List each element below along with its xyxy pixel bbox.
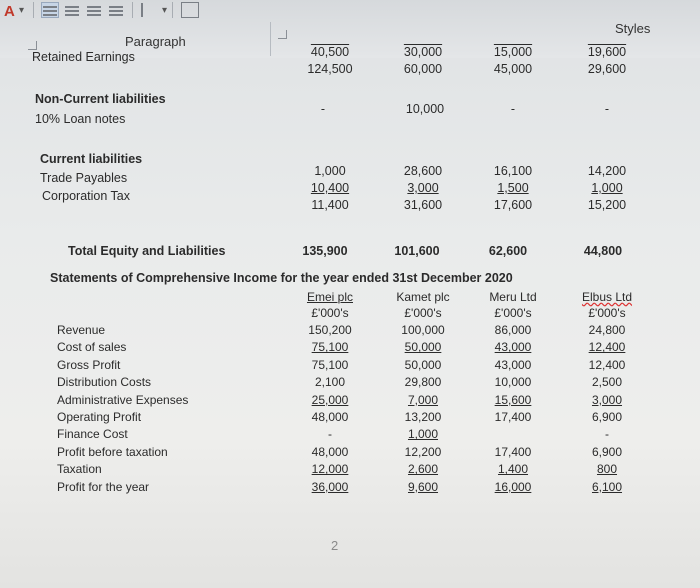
cell: 14,200 (587, 164, 627, 178)
align-left-icon[interactable] (42, 3, 58, 17)
cell: 15,200 (587, 198, 627, 212)
cell: 16,000 (494, 479, 532, 494)
cell: 6,900 (591, 410, 623, 424)
section-heading: Current liabilities (40, 152, 143, 166)
row-label: Distribution Costs (57, 375, 152, 390)
align-center-icon[interactable] (64, 3, 80, 17)
font-color-icon[interactable]: A (4, 3, 15, 20)
cell: 12,200 (404, 444, 442, 459)
cell: 1,000 (591, 181, 623, 195)
company-header: Emei plc (306, 290, 353, 304)
cell: 2,100 (314, 375, 346, 390)
cell: 43,000 (494, 357, 532, 372)
row-label: Gross Profit (57, 357, 121, 372)
row-label: Finance Cost (57, 427, 128, 442)
cell: 45,000 (493, 62, 533, 76)
cell: 48,000 (311, 410, 349, 424)
cell: 150,200 (308, 323, 352, 337)
cell: 17,400 (494, 444, 532, 459)
table-row (0, 340, 700, 356)
cell: 43,000 (494, 340, 532, 355)
table-row (0, 480, 700, 496)
cell: 29,600 (587, 62, 627, 76)
cell: 10,400 (310, 181, 350, 195)
row-label: Revenue (57, 323, 106, 337)
cell: 50,000 (404, 357, 442, 372)
cell: 6,100 (591, 479, 623, 494)
cell: 101,600 (394, 244, 440, 258)
font-color-dropdown-icon[interactable]: ▾ (19, 4, 25, 16)
cell: 12,000 (311, 462, 349, 477)
row-label: Profit for the year (57, 479, 150, 494)
cell: 7,000 (407, 392, 439, 407)
table-row (0, 427, 700, 443)
ribbon-separator (33, 2, 34, 18)
cell: 30,000 (403, 45, 443, 59)
cell: 3,000 (407, 181, 439, 195)
row-label: Total Equity and Liabilities (68, 244, 226, 258)
ribbon-separator (172, 2, 173, 18)
cell: 62,600 (488, 244, 528, 258)
statement-title: Statements of Comprehensive Income for the year ended 31st December 2020 (50, 271, 513, 285)
row-label: Operating Profit (57, 410, 142, 424)
ribbon-separator (132, 2, 133, 18)
row-label: Taxation (57, 462, 102, 477)
cell: 100,000 (401, 323, 445, 337)
align-right-icon[interactable] (86, 3, 102, 17)
cell: 17,400 (494, 410, 532, 424)
table-row (0, 445, 700, 461)
row-label: Retained Earnings (32, 50, 135, 64)
line-spacing-icon[interactable] (141, 3, 159, 17)
income-statement-title (0, 271, 700, 287)
cell: 10,000 (494, 375, 532, 390)
row-label: Profit before taxation (57, 444, 168, 459)
cell: 1,000 (314, 164, 346, 178)
cell: 16,100 (493, 164, 533, 178)
loan-notes-row (0, 102, 700, 126)
cell: 24,800 (588, 323, 626, 337)
paragraph-dialog-launcher-icon[interactable] (28, 41, 37, 50)
cell: 19,600 (587, 45, 627, 59)
total-equity-liabilities-row (0, 244, 700, 260)
cell: 75,100 (311, 340, 349, 355)
cell: 800 (596, 462, 618, 477)
styles-group-label: Styles (615, 21, 651, 36)
cell: 1,500 (497, 181, 529, 195)
table-row (0, 358, 700, 374)
company-header: Kamet plc (396, 290, 450, 304)
paragraph-group-label: Paragraph (125, 34, 186, 49)
row-label: Trade Payables (40, 171, 128, 185)
table-row (0, 375, 700, 391)
cell: 135,900 (302, 244, 348, 258)
company-header: Meru Ltd (489, 290, 537, 304)
cell: 9,600 (407, 479, 439, 494)
table-row (0, 462, 700, 478)
company-header: Elbus Ltd (581, 290, 633, 304)
unit-label: £'000's (494, 306, 532, 320)
table-row (0, 393, 700, 409)
trade-payables-row (0, 164, 700, 185)
cell: 60,000 (403, 62, 443, 76)
cell: 86,000 (494, 323, 532, 337)
cell: 15,000 (493, 45, 533, 59)
cell: 15,600 (494, 392, 532, 407)
section-heading: Non-Current liabilities (35, 92, 166, 106)
row-label: 10% Loan notes (35, 112, 126, 126)
cell: 48,000 (311, 444, 349, 459)
cell: 28,600 (403, 164, 443, 178)
cell: 25,000 (311, 392, 349, 407)
cell: 2,600 (407, 462, 439, 477)
shading-icon[interactable] (181, 2, 199, 18)
cell: 1,000 (407, 427, 439, 442)
row-label: Corporation Tax (42, 189, 131, 203)
font-dialog-launcher-icon[interactable] (278, 30, 287, 39)
cell: 3,000 (591, 392, 623, 407)
cell: 50,000 (404, 340, 442, 355)
table-row (0, 410, 700, 426)
cell: - (604, 102, 610, 116)
cell: - (320, 102, 326, 116)
equity-subtotal-row (0, 62, 700, 78)
page-number: 2 (331, 538, 339, 553)
cell: - (510, 102, 516, 116)
row-label: Administrative Expenses (57, 392, 189, 407)
cell: 12,400 (588, 340, 626, 355)
table-row (0, 323, 700, 339)
cell: 1,400 (497, 462, 529, 477)
cell: 124,500 (307, 62, 353, 76)
justify-icon[interactable] (108, 3, 124, 17)
cell: 10,000 (405, 102, 445, 116)
cell: 40,500 (310, 45, 350, 59)
line-spacing-dropdown-icon[interactable]: ▾ (162, 4, 168, 16)
corporation-tax-row (0, 181, 700, 203)
cell: 13,200 (404, 410, 442, 424)
cell: 17,600 (493, 198, 533, 212)
cell: 29,800 (404, 375, 442, 390)
unit-label: £'000's (404, 306, 442, 320)
cell: 31,600 (403, 198, 443, 212)
cell: 36,000 (311, 479, 349, 494)
ribbon-paragraph-controls (0, 0, 202, 20)
row-label: Cost of sales (57, 340, 127, 355)
cell: 44,800 (583, 244, 623, 258)
cell: - (328, 427, 332, 442)
cell: - (605, 427, 609, 442)
cell: 6,900 (591, 444, 623, 459)
unit-label: £'000's (588, 306, 626, 320)
unit-label: £'000's (311, 306, 349, 320)
current-liabilities-total-row (0, 198, 700, 214)
cell: 11,400 (311, 198, 349, 212)
company-header-row (0, 290, 700, 306)
cell: 12,400 (588, 357, 626, 372)
cell: 2,500 (591, 375, 623, 390)
cell: 75,100 (311, 357, 349, 372)
units-row (0, 306, 700, 322)
